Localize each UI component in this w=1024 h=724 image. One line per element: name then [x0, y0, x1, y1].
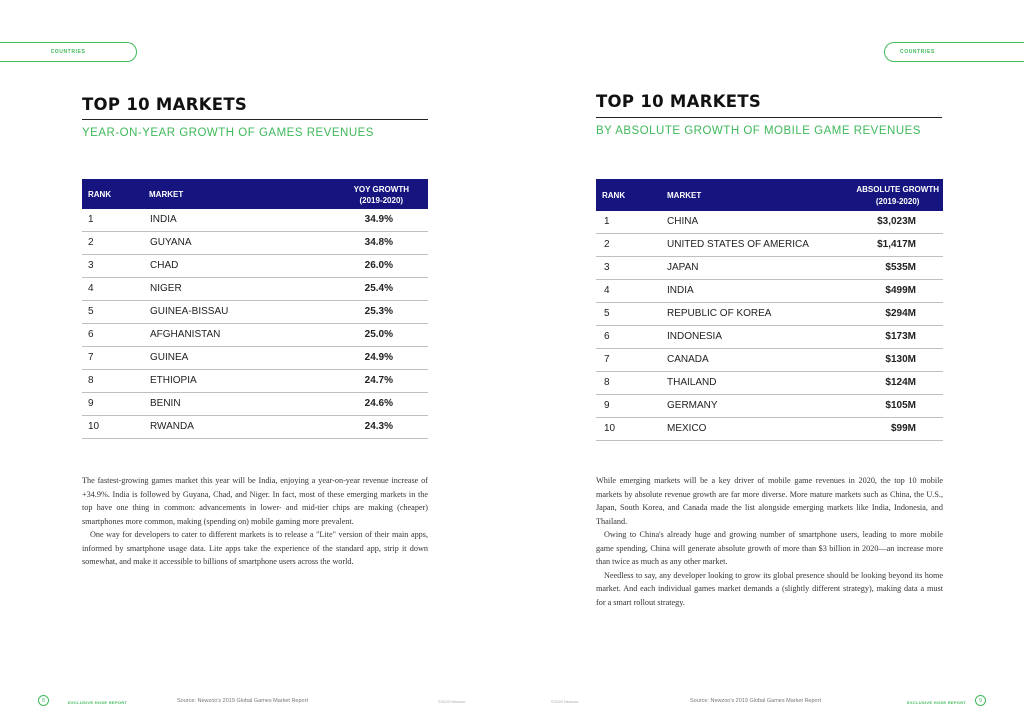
header-growth-line2: (2019-2020) — [875, 197, 920, 206]
value-cell: $99M — [890, 423, 916, 434]
table-row — [596, 326, 943, 349]
value-cell: 25.3% — [364, 306, 393, 317]
rank-cell: 8 — [604, 377, 610, 388]
table-body — [596, 211, 943, 441]
page-number-right: 9 — [975, 695, 986, 706]
rank-cell: 4 — [88, 283, 94, 294]
value-cell: $105M — [885, 400, 916, 411]
header-growth — [354, 184, 409, 206]
rank-cell: 5 — [604, 308, 610, 319]
markets-table-left — [82, 179, 428, 439]
market-cell: INDONESIA — [667, 331, 723, 342]
table-row — [82, 324, 428, 347]
value-cell: $499M — [885, 285, 916, 296]
title-rule-left — [82, 119, 428, 120]
source-footer-left: Source: Newzoo's 2019 Global Games Market Report — [177, 698, 308, 704]
page-title-left: TOP 10 MARKETS — [82, 95, 248, 114]
value-cell: 34.9% — [364, 214, 393, 225]
market-cell: CHINA — [667, 216, 699, 227]
table-row — [82, 278, 428, 301]
market-cell: AFGHANISTAN — [150, 329, 221, 340]
rank-cell: 6 — [604, 331, 610, 342]
value-cell: $124M — [885, 377, 916, 388]
market-cell: RWANDA — [150, 421, 194, 432]
market-cell: THAILAND — [667, 377, 717, 388]
value-cell: 24.7% — [364, 375, 393, 386]
table-header — [82, 179, 428, 209]
paragraph: One way for developers to cater to different markets is to release a "Lite" version of their main apps, informed by smartphone usage data. Lite apps take the experience of the standard app, strip it down somewhat, and make it accessible to billions of smartphone users across the world. — [82, 530, 428, 566]
copyright-right: ©2020 Newzoo — [551, 699, 579, 704]
table-row — [82, 393, 428, 416]
table-row — [596, 211, 943, 234]
value-cell: $173M — [885, 331, 916, 342]
markets-table-right — [596, 179, 943, 441]
market-cell: GUYANA — [150, 237, 192, 248]
table-row — [82, 209, 428, 232]
market-cell: GUINEA-BISSAU — [150, 306, 229, 317]
market-cell: REPUBLIC OF KOREA — [667, 308, 772, 319]
rank-cell: 7 — [604, 354, 610, 365]
rank-cell: 9 — [88, 398, 94, 409]
market-cell: CANADA — [667, 354, 709, 365]
value-cell: 26.0% — [364, 260, 393, 271]
paragraph: Owing to China's already huge and growing number of smartphone users, leading to more mobile game spending, China will generate absolute growth of more than $3 billion in 2020—an increase more than twice as much as any other market. — [596, 530, 943, 566]
value-cell: 25.0% — [364, 329, 393, 340]
rank-cell: 2 — [604, 239, 610, 250]
rank-cell: 2 — [88, 237, 94, 248]
table-row — [82, 347, 428, 370]
value-cell: $130M — [885, 354, 916, 365]
rank-cell: 7 — [88, 352, 94, 363]
rank-cell: 10 — [604, 423, 616, 434]
header-growth-line2: (2019-2020) — [359, 196, 404, 205]
table-row — [82, 232, 428, 255]
paragraph: The fastest-growing games market this year will be India, enjoying a year-on-year revenue increase of +34.9%. India is followed by Guyana, Chad, and Niger. In fact, most of these emerging markets in the top have one thing in common: advancements in lower- and mid-tier chips are making (cheaper) smartphones more common, making (spending on) mobile gaming more prevalent. — [82, 476, 428, 526]
section-tag-left: COUNTRIES — [0, 42, 137, 62]
header-market: MARKET — [149, 190, 184, 199]
header-growth-line1: ABSOLUTE GROWTH — [856, 185, 939, 194]
header-growth-line1: YOY GROWTH — [353, 185, 409, 194]
table-row — [82, 370, 428, 393]
rank-cell: 6 — [88, 329, 94, 340]
market-cell: BENIN — [150, 398, 181, 409]
market-cell: JAPAN — [667, 262, 699, 273]
table-row — [596, 234, 943, 257]
value-cell: 24.6% — [364, 398, 393, 409]
table-row — [596, 395, 943, 418]
value-cell: $1,417M — [877, 239, 916, 250]
table-body — [82, 209, 428, 439]
section-tag-right: COUNTRIES — [884, 42, 1024, 62]
table-row — [596, 257, 943, 280]
value-cell: 24.3% — [364, 421, 393, 432]
value-cell: 34.8% — [364, 237, 393, 248]
paragraph: Needless to say, any developer looking to grow its global presence should be looking beyond its home market. And each individual games market demands a (slightly different strategy), making data a must for a smart rollout strategy. — [596, 570, 943, 607]
header-growth — [856, 184, 939, 208]
page-title-right: TOP 10 MARKETS — [596, 92, 762, 111]
rank-cell: 4 — [604, 285, 610, 296]
rank-cell: 1 — [88, 214, 94, 225]
page-subtitle-left: YEAR-ON-YEAR GROWTH OF GAMES REVENUES — [82, 127, 374, 139]
header-rank: RANK — [602, 191, 626, 200]
market-cell: UNITED STATES OF AMERICA — [667, 239, 809, 250]
rank-cell: 8 — [88, 375, 94, 386]
market-cell: INDIA — [150, 214, 177, 225]
rank-cell: 3 — [604, 262, 610, 273]
rank-cell: 3 — [88, 260, 94, 271]
body-text-left — [82, 474, 428, 569]
exclusive-label-right: EXCLUSIVE HOSE REPORT — [907, 700, 967, 705]
rank-cell: 1 — [604, 216, 610, 227]
source-footer-right: Source: Newzoo's 2019 Global Games Market Report — [690, 698, 821, 704]
table-row — [82, 301, 428, 324]
table-row — [596, 280, 943, 303]
market-cell: CHAD — [150, 260, 179, 271]
exclusive-label-left: EXCLUSIVE HOSE REPORT — [68, 700, 128, 705]
value-cell: $294M — [885, 308, 916, 319]
paragraph: While emerging markets will be a key driver of mobile game revenues in 2020, the top 10 mobile markets by absolute revenue growth are far more diverse. More mature markets such as China, the U.S., Japan, South Korea, and Canada made the list alongside emerging markets like India, Indonesia, and Thailand. — [596, 476, 943, 526]
title-rule-right — [596, 117, 942, 118]
header-rank: RANK — [88, 190, 112, 199]
value-cell: 25.4% — [364, 283, 393, 294]
table-row — [596, 418, 943, 441]
table-row — [82, 416, 428, 439]
value-cell: $3,023M — [877, 216, 916, 227]
copyright-left: ©2020 Newzoo — [438, 699, 466, 704]
table-row — [82, 255, 428, 278]
rank-cell: 9 — [604, 400, 610, 411]
market-cell: GERMANY — [667, 400, 718, 411]
market-cell: INDIA — [667, 285, 694, 296]
market-cell: NIGER — [150, 283, 182, 294]
market-cell: GUINEA — [150, 352, 189, 363]
rank-cell: 10 — [88, 421, 100, 432]
table-row — [596, 303, 943, 326]
body-text-right — [596, 474, 943, 609]
market-cell: MEXICO — [667, 423, 707, 434]
market-cell: ETHIOPIA — [150, 375, 197, 386]
header-market: MARKET — [667, 191, 702, 200]
page-subtitle-right: BY ABSOLUTE GROWTH OF MOBILE GAME REVENUES — [596, 125, 921, 137]
value-cell: 24.9% — [364, 352, 393, 363]
table-row — [596, 372, 943, 395]
table-row — [596, 349, 943, 372]
value-cell: $535M — [885, 262, 916, 273]
rank-cell: 5 — [88, 306, 94, 317]
table-header — [596, 179, 943, 211]
page-number-left: 8 — [38, 695, 49, 706]
